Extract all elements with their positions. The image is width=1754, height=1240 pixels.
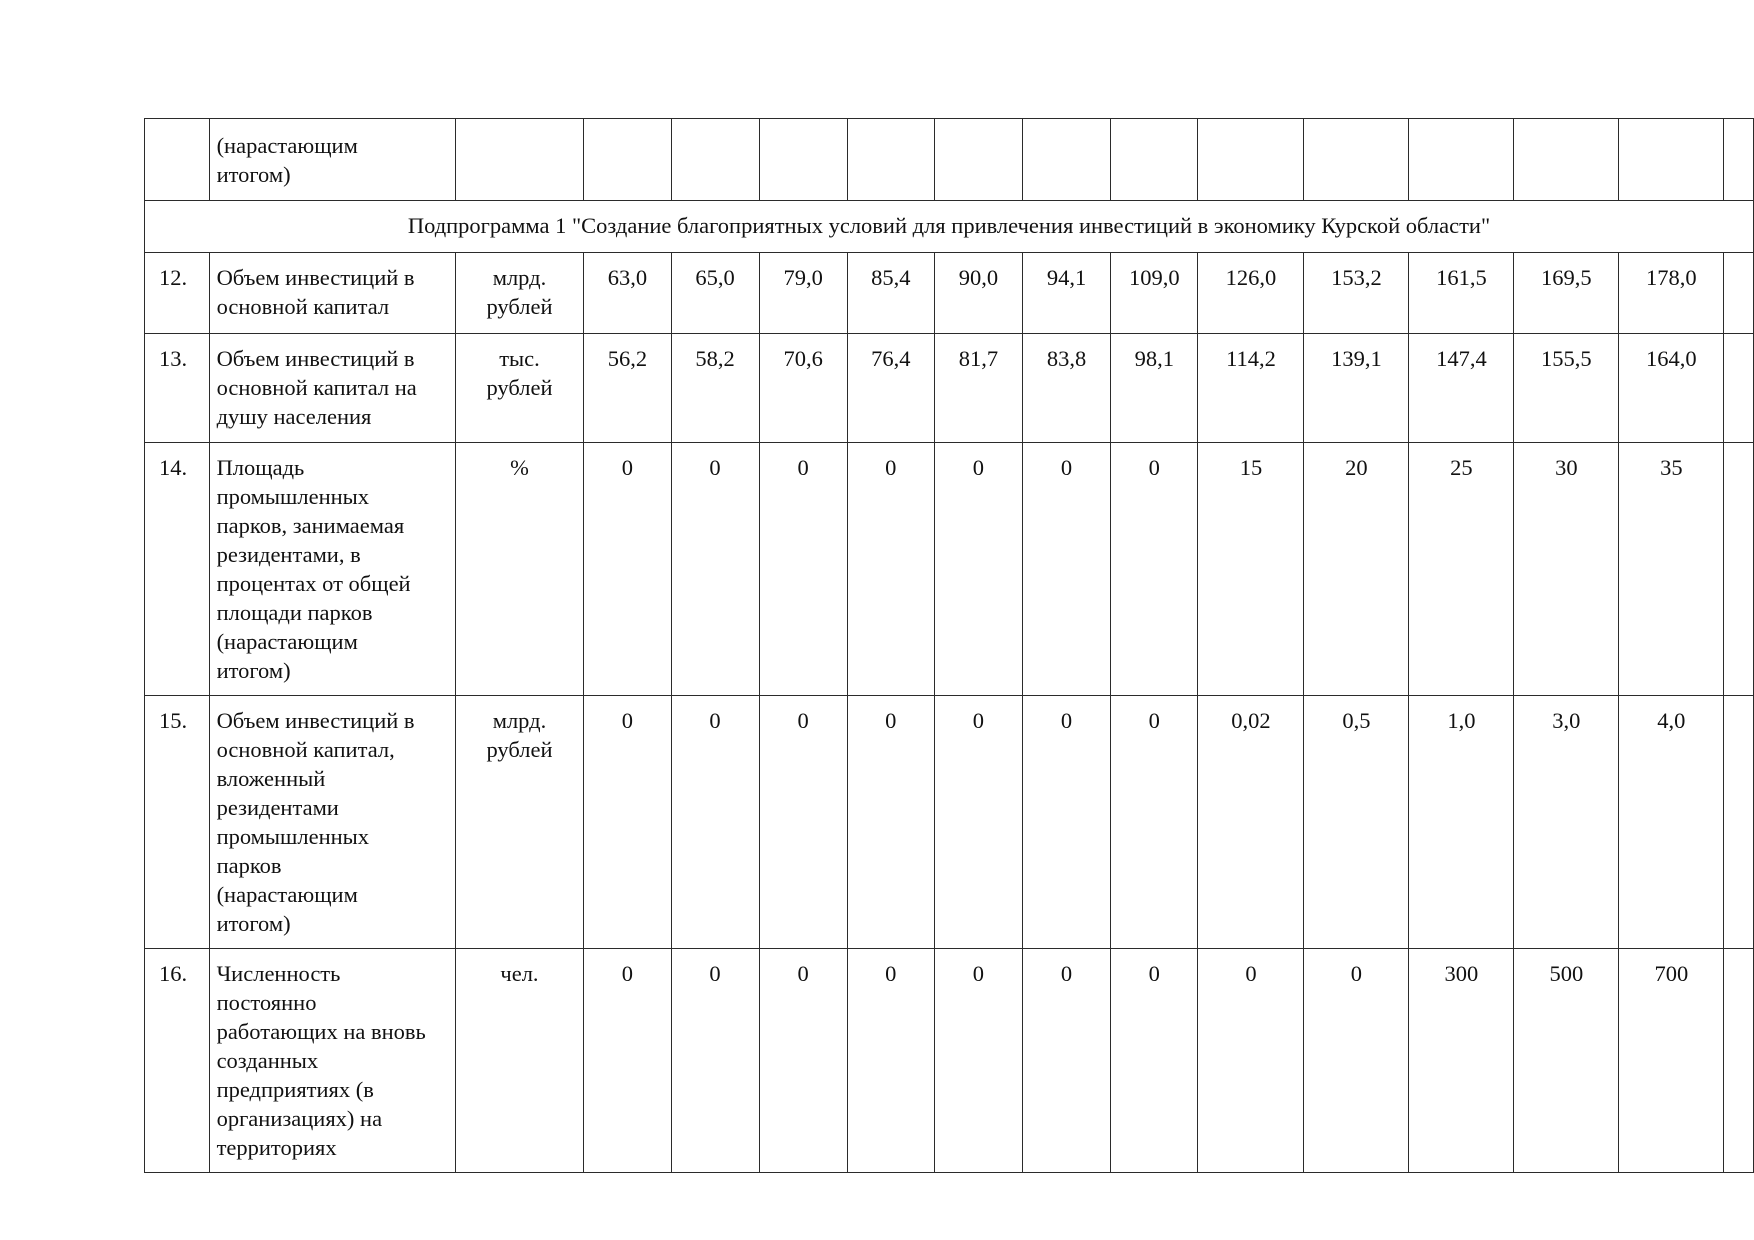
value-cell: 126,0 <box>1198 253 1304 334</box>
value-cell: 0 <box>847 949 934 1173</box>
value-cell: 15 <box>1198 443 1304 696</box>
unit-cell: чел. <box>455 949 584 1173</box>
value-cell: 500 <box>1514 949 1619 1173</box>
unit-cell: % <box>455 443 584 696</box>
value-cell: 155,5 <box>1514 334 1619 443</box>
value-cell: 0 <box>1111 949 1198 1173</box>
value-cell: 300 <box>1409 949 1514 1173</box>
value-cell: 0 <box>934 443 1022 696</box>
value-cell: 0 <box>671 949 759 1173</box>
value-cell: 0 <box>584 443 671 696</box>
value-cell: 0 <box>671 696 759 949</box>
value-cell: 65,0 <box>671 253 759 334</box>
value-cell: 56,2 <box>584 334 671 443</box>
unit-cell <box>455 119 584 201</box>
value-cell: 3,0 <box>1514 696 1619 949</box>
indicator-name-cell: Площадь промышленных парков, занимаемая резидентами, в процентах от общей площади парков (нарастающим итогом) <box>209 443 455 696</box>
value-cell: 1,0 <box>1409 696 1514 949</box>
value-cell <box>584 119 671 201</box>
value-cell: 58,2 <box>671 334 759 443</box>
value-cell: 0 <box>1111 443 1198 696</box>
indicator-name-cell: Численность постоянно работающих на вновь созданных предприятиях (в организациях) на территориях <box>209 949 455 1173</box>
row-number-cell <box>145 119 210 201</box>
value-cell <box>1514 119 1619 201</box>
value-cell <box>847 119 934 201</box>
subprogram-title: Подпрограмма 1 "Создание благоприятных условий для привлечения инвестиций в экономику Курской области" <box>145 201 1754 253</box>
value-cell: 147,4 <box>1409 334 1514 443</box>
value-cell-cut <box>1724 253 1754 334</box>
value-cell: 94,1 <box>1022 253 1110 334</box>
value-cell: 0 <box>1111 696 1198 949</box>
value-cell: 79,0 <box>759 253 847 334</box>
value-cell: 35 <box>1619 443 1724 696</box>
value-cell: 0 <box>1022 696 1110 949</box>
table-row <box>145 443 1754 696</box>
table-row <box>145 253 1754 334</box>
value-cell: 109,0 <box>1111 253 1198 334</box>
value-cell: 20 <box>1304 443 1409 696</box>
value-cell: 0 <box>759 949 847 1173</box>
value-cell: 0 <box>1022 949 1110 1173</box>
value-cell: 0 <box>584 949 671 1173</box>
unit-cell: млрд. рублей <box>455 696 584 949</box>
value-cell: 25 <box>1409 443 1514 696</box>
value-cell: 85,4 <box>847 253 934 334</box>
value-cell: 0 <box>847 443 934 696</box>
value-cell-cut <box>1724 949 1754 1173</box>
value-cell <box>934 119 1022 201</box>
value-cell-cut <box>1724 334 1754 443</box>
value-cell: 63,0 <box>584 253 671 334</box>
value-cell: 83,8 <box>1022 334 1110 443</box>
value-cell: 30 <box>1514 443 1619 696</box>
value-cell: 70,6 <box>759 334 847 443</box>
value-cell <box>1619 119 1724 201</box>
value-cell: 139,1 <box>1304 334 1409 443</box>
value-cell <box>1022 119 1110 201</box>
indicator-name-cell: (нарастающим итогом) <box>209 119 455 201</box>
value-cell <box>759 119 847 201</box>
value-cell: 0 <box>671 443 759 696</box>
value-cell <box>1111 119 1198 201</box>
row-number-cell: 12. <box>145 253 210 334</box>
value-cell <box>1304 119 1409 201</box>
row-number-cell: 13. <box>145 334 210 443</box>
value-cell: 0 <box>934 949 1022 1173</box>
indicator-name-cell: Объем инвестиций в основной капитал <box>209 253 455 334</box>
value-cell: 0 <box>1304 949 1409 1173</box>
indicator-name-cell: Объем инвестиций в основной капитал, вложенный резидентами промышленных парков (нарастающим итогом) <box>209 696 455 949</box>
value-cell: 0,5 <box>1304 696 1409 949</box>
value-cell-cut <box>1724 443 1754 696</box>
value-cell: 0 <box>584 696 671 949</box>
indicator-name-cell: Объем инвестиций в основной капитал на душу населения <box>209 334 455 443</box>
value-cell: 114,2 <box>1198 334 1304 443</box>
value-cell: 98,1 <box>1111 334 1198 443</box>
row-number-cell: 15. <box>145 696 210 949</box>
indicators-table <box>144 118 1754 1173</box>
value-cell: 0 <box>934 696 1022 949</box>
row-number-cell: 16. <box>145 949 210 1173</box>
table-row <box>145 119 1754 201</box>
value-cell: 700 <box>1619 949 1724 1173</box>
table-row <box>145 949 1754 1173</box>
value-cell-cut <box>1724 119 1754 201</box>
value-cell: 0 <box>759 443 847 696</box>
value-cell: 81,7 <box>934 334 1022 443</box>
value-cell: 0 <box>759 696 847 949</box>
table-row <box>145 334 1754 443</box>
value-cell <box>1409 119 1514 201</box>
value-cell <box>1198 119 1304 201</box>
row-number-cell: 14. <box>145 443 210 696</box>
table-body <box>145 119 1754 1173</box>
unit-cell: тыс. рублей <box>455 334 584 443</box>
value-cell: 169,5 <box>1514 253 1619 334</box>
section-header-row <box>145 201 1754 253</box>
value-cell: 178,0 <box>1619 253 1724 334</box>
value-cell: 161,5 <box>1409 253 1514 334</box>
value-cell: 153,2 <box>1304 253 1409 334</box>
value-cell: 0 <box>1198 949 1304 1173</box>
value-cell: 0,02 <box>1198 696 1304 949</box>
value-cell: 0 <box>847 696 934 949</box>
value-cell <box>671 119 759 201</box>
value-cell-cut <box>1724 696 1754 949</box>
value-cell: 76,4 <box>847 334 934 443</box>
value-cell: 0 <box>1022 443 1110 696</box>
unit-cell: млрд. рублей <box>455 253 584 334</box>
table-row <box>145 696 1754 949</box>
value-cell: 164,0 <box>1619 334 1724 443</box>
value-cell: 4,0 <box>1619 696 1724 949</box>
value-cell: 90,0 <box>934 253 1022 334</box>
